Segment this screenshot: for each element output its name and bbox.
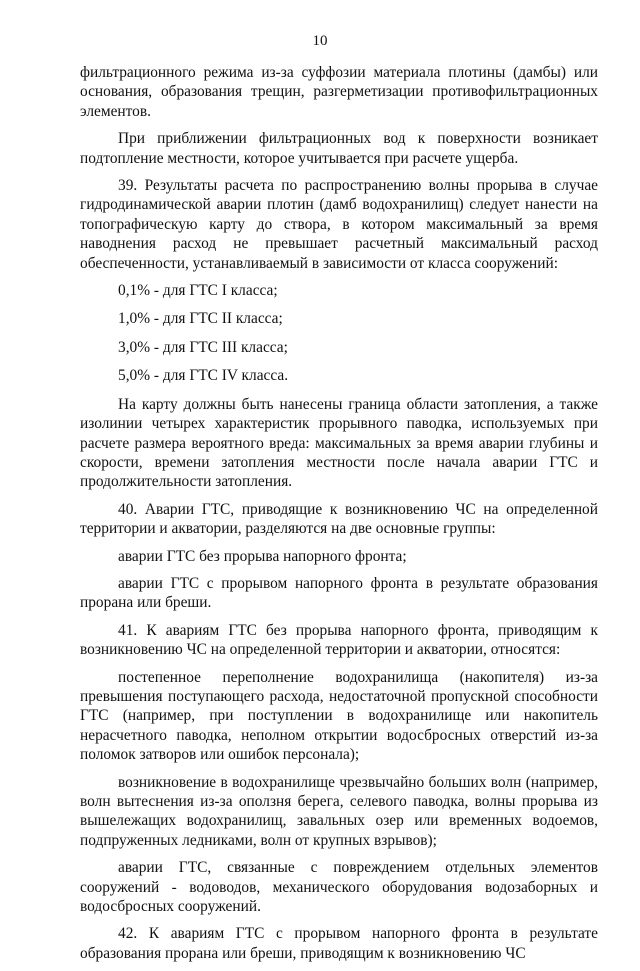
paragraph: возникновение в водохранилище чрезвычайно больших волн (например, волн вытеснения из-за оползня берега, селевого паводка, волны прорыва из вышележащих водохранилищ, завальных озер или временных водоемов, подпруженных ледниками, волн от крупных взрывов); bbox=[80, 773, 598, 849]
page-number: 10 bbox=[312, 33, 328, 49]
paragraph: При приближении фильтрационных вод к поверхности возникает подтопление местности, которое учитывается при расчете ущерба. bbox=[80, 130, 598, 167]
paragraph: 40. Аварии ГТС, приводящие к возникновению ЧС на определенной территории и акватории, разделяются на две основные группы: bbox=[80, 500, 598, 538]
list-item: 0,1% - для ГТС I класса; bbox=[118, 282, 278, 300]
paragraph: аварии ГТС с прорывом напорного фронта в результате образования прорана или бреши. bbox=[80, 574, 598, 612]
paragraph: 41. К авариям ГТС без прорыва напорного фронта, приводящим к возникновению ЧС на определенной территории и акватории, относятся: bbox=[80, 621, 598, 659]
paragraph: аварии ГТС, связанные с повреждением отдельных элементов сооружений - водоводов, механического оборудования водозаборных и водосбросных сооружений. bbox=[80, 859, 598, 916]
list-item: 1,0% - для ГТС II класса; bbox=[118, 310, 283, 328]
paragraph: 42. К авариям ГТС с прорывом напорного фронта в результате образования прорана или бреши, приводящим к возникновению ЧС bbox=[80, 925, 598, 962]
paragraph: аварии ГТС без прорыва напорного фронта; bbox=[118, 547, 407, 565]
paragraph: 39. Результаты расчета по распространению волны прорыва в случае гидродинамической аварии плотин (дамб водохранилищ) следует нанести на топографическую карту до створа, в котором максимальный за время наводнения расход не превышает расчетный максимальный расход обеспеченности, устанавливаемый в зависимости от класса сооружений: bbox=[80, 177, 598, 272]
list-item: 5,0% - для ГТС IV класса. bbox=[118, 367, 289, 385]
list-item: 3,0% - для ГТС III класса; bbox=[118, 338, 288, 356]
paragraph: На карту должны быть нанесены граница области затопления, а также изолинии четырех характеристик прорывного паводка, используемых при расчете размера вероятного вреда: максимальных за время аварии глубины и скорости, времени затопления местности после начала аварии ГТС и продолжительности затопления. bbox=[80, 395, 598, 491]
paragraph: постепенное переполнение водохранилища (накопителя) из-за превышения поступающего расхода, недостаточной пропускной способности ГТС (например, при поступлении в водохранилище или накопитель нерасчетного паводка, неполном открытии водосбросных отверстий из-за поломок затворов или ошибок персонала); bbox=[80, 668, 598, 764]
document-body bbox=[80, 63, 598, 971]
paragraph: фильтрационного режима из-за суффозии материала плотины (дамбы) или основания, образования трещин, разгерметизации противофильтрационных элементов. bbox=[80, 64, 598, 120]
